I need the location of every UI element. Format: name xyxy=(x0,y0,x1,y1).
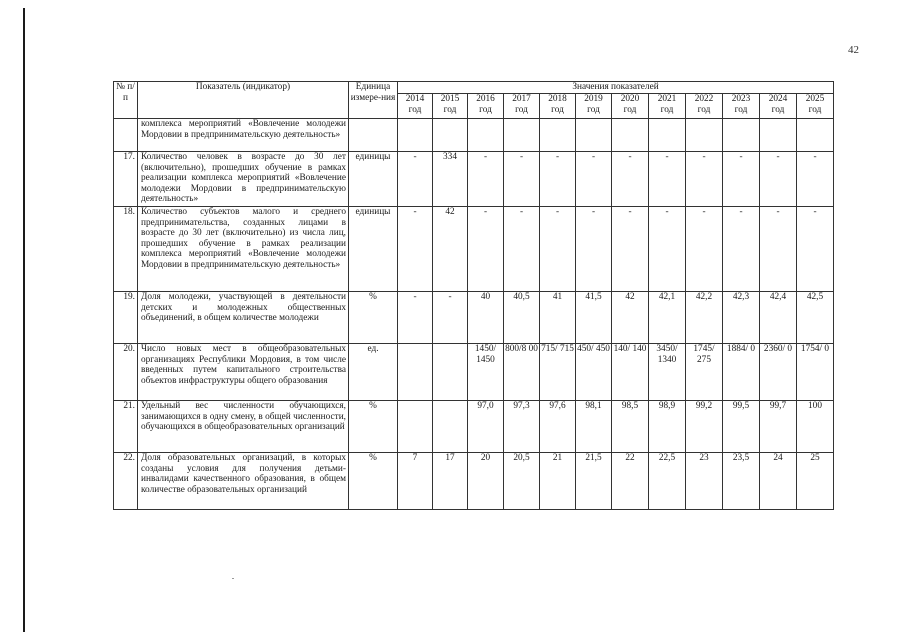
header-year-suffix: год xyxy=(808,105,822,115)
header-year xyxy=(797,94,834,119)
row-value: - xyxy=(686,207,723,292)
row-value: 800/8 00 xyxy=(504,344,540,401)
row-value: 20,5 xyxy=(504,453,540,510)
row-number xyxy=(114,119,138,152)
row-value: - xyxy=(468,207,504,292)
row-value: - xyxy=(723,207,760,292)
header-year xyxy=(612,94,649,119)
row-value: - xyxy=(649,152,686,207)
row-number: 21. xyxy=(114,401,138,453)
row-value: 2360/ 0 xyxy=(760,344,797,401)
row-value: 140/ 140 xyxy=(612,344,649,401)
row-value xyxy=(433,401,468,453)
header-year-suffix: год xyxy=(479,105,492,115)
indicators-table xyxy=(113,81,834,510)
row-value: 715/ 715 xyxy=(540,344,576,401)
table-row xyxy=(114,344,834,401)
row-value: - xyxy=(468,152,504,207)
table-row xyxy=(114,453,834,510)
header-year xyxy=(398,94,433,119)
row-value: 98,5 xyxy=(612,401,649,453)
row-value: 22,5 xyxy=(649,453,686,510)
row-value xyxy=(433,119,468,152)
row-value: - xyxy=(540,152,576,207)
row-value: 42 xyxy=(433,207,468,292)
row-value: - xyxy=(797,207,834,292)
row-value: 99,2 xyxy=(686,401,723,453)
row-value: 23,5 xyxy=(723,453,760,510)
stray-mark xyxy=(232,578,234,579)
row-value: - xyxy=(398,207,433,292)
header-year-suffix: год xyxy=(623,105,637,115)
row-value: 42,3 xyxy=(723,292,760,344)
row-value xyxy=(723,119,760,152)
row-indicator: Удельный вес численности обучающихся, занимающихся в одну смену, в общей численности, обучающихся в общеобразовательных организаций xyxy=(138,401,349,453)
row-unit xyxy=(349,119,398,152)
header-year-number: 2020 xyxy=(620,94,640,104)
header-year-suffix: год xyxy=(408,105,422,115)
row-number: 22. xyxy=(114,453,138,510)
row-unit: % xyxy=(349,401,398,453)
row-value: 450/ 450 xyxy=(576,344,612,401)
row-value: 42,4 xyxy=(760,292,797,344)
table-row xyxy=(114,119,834,152)
row-value xyxy=(540,119,576,152)
row-value: - xyxy=(797,152,834,207)
row-value: - xyxy=(504,152,540,207)
row-value: - xyxy=(398,292,433,344)
row-value xyxy=(612,119,649,152)
binding-line xyxy=(23,8,25,632)
row-value: 97,0 xyxy=(468,401,504,453)
row-indicator: Число новых мест в общеобразовательных организациях Республики Мордовия, в том числе введенных путем капитального строительства объектов инфраструктуры общего образования xyxy=(138,344,349,401)
row-value: 21,5 xyxy=(576,453,612,510)
row-indicator: Количество человек в возрасте до 30 лет (включительно), прошедших обучение в рамках реализации комплекса мероприятий «Вовлечение молодежи Мордовии в предпринимательскую деятельность» xyxy=(138,152,349,207)
header-year-suffix: год xyxy=(515,105,528,115)
row-value: 97,6 xyxy=(540,401,576,453)
row-value: 1450/ 1450 xyxy=(468,344,504,401)
header-year-number: 2014 xyxy=(405,94,425,104)
row-value: - xyxy=(760,207,797,292)
row-value: 3450/ 1340 xyxy=(649,344,686,401)
header-year-number: 2015 xyxy=(440,94,460,104)
header-year-suffix: год xyxy=(697,105,711,115)
row-unit: единицы xyxy=(349,207,398,292)
header-num: № п/п xyxy=(114,82,138,119)
header-year-number: 2024 xyxy=(768,94,788,104)
row-unit: единицы xyxy=(349,152,398,207)
header-year-number: 2025 xyxy=(805,94,825,104)
row-value xyxy=(398,401,433,453)
row-value: - xyxy=(398,152,433,207)
header-year-suffix: год xyxy=(734,105,748,115)
header-year-number: 2022 xyxy=(694,94,714,104)
header-year-number: 2016 xyxy=(476,94,495,104)
row-value: - xyxy=(576,207,612,292)
header-year xyxy=(540,94,576,119)
row-value: 98,1 xyxy=(576,401,612,453)
header-year xyxy=(723,94,760,119)
row-value: - xyxy=(686,152,723,207)
row-value: - xyxy=(540,207,576,292)
row-value: 17 xyxy=(433,453,468,510)
row-indicator: Доля образовательных организаций, в которых созданы условия для получения детьми-инвалидами качественного образования, в общем количестве образовательных организаций xyxy=(138,453,349,510)
row-value: 99,5 xyxy=(723,401,760,453)
row-unit: % xyxy=(349,292,398,344)
header-year xyxy=(433,94,468,119)
row-value: 20 xyxy=(468,453,504,510)
row-value: 25 xyxy=(797,453,834,510)
row-value: - xyxy=(723,152,760,207)
header-year xyxy=(504,94,540,119)
row-value: 22 xyxy=(612,453,649,510)
row-indicator: Количество субъектов малого и среднего предпринимательства, созданных лицами в возрасте до 30 лет (включительно) из числа лиц, прошедших обучение в рамках реализации комплекса мероприятий «Вовлечение молодежи Мордовии в предпринимательскую деятельность» xyxy=(138,207,349,292)
row-value xyxy=(576,119,612,152)
row-value xyxy=(649,119,686,152)
row-value: 40,5 xyxy=(504,292,540,344)
row-value: - xyxy=(504,207,540,292)
header-year-number: 2017 xyxy=(512,94,531,104)
header-year xyxy=(760,94,797,119)
table-row xyxy=(114,401,834,453)
header-year-number: 2021 xyxy=(657,94,677,104)
row-value: - xyxy=(576,152,612,207)
header-year-number: 2019 xyxy=(584,94,603,104)
row-value: 1745/ 275 xyxy=(686,344,723,401)
table-row xyxy=(114,152,834,207)
row-value xyxy=(398,119,433,152)
row-unit: ед. xyxy=(349,344,398,401)
row-value: 97,3 xyxy=(504,401,540,453)
row-number: 17. xyxy=(114,152,138,207)
row-indicator: Доля молодежи, участвующей в деятельности детских и молодежных общественных объединений, в общем количестве молодежи xyxy=(138,292,349,344)
row-value: 42,1 xyxy=(649,292,686,344)
row-value: 1884/ 0 xyxy=(723,344,760,401)
row-value xyxy=(797,119,834,152)
header-unit: Единица измере-ния xyxy=(349,82,398,119)
header-year xyxy=(686,94,723,119)
row-value: 41 xyxy=(540,292,576,344)
row-value: 1754/ 0 xyxy=(797,344,834,401)
row-value: 99,7 xyxy=(760,401,797,453)
table-row xyxy=(114,292,834,344)
row-value xyxy=(504,119,540,152)
row-indicator: комплекса мероприятий «Вовлечение молодежи Мордовии в предпринимательскую деятельность» xyxy=(138,119,349,152)
row-value: 23 xyxy=(686,453,723,510)
header-year-suffix: год xyxy=(660,105,674,115)
row-value: - xyxy=(612,207,649,292)
row-value: 41,5 xyxy=(576,292,612,344)
row-number: 18. xyxy=(114,207,138,292)
header-year-suffix: год xyxy=(587,105,600,115)
row-value: 40 xyxy=(468,292,504,344)
table-row xyxy=(114,207,834,292)
header-year xyxy=(649,94,686,119)
header-indicator: Показатель (индикатор) xyxy=(138,82,349,119)
header-year-number: 2023 xyxy=(731,94,751,104)
row-value: - xyxy=(760,152,797,207)
row-value: 21 xyxy=(540,453,576,510)
row-value: 24 xyxy=(760,453,797,510)
row-unit: % xyxy=(349,453,398,510)
row-value: - xyxy=(612,152,649,207)
header-year xyxy=(576,94,612,119)
row-value xyxy=(468,119,504,152)
row-value: 334 xyxy=(433,152,468,207)
header-year-suffix: год xyxy=(443,105,457,115)
row-value: - xyxy=(433,292,468,344)
header-year xyxy=(468,94,504,119)
row-value: 100 xyxy=(797,401,834,453)
row-number: 20. xyxy=(114,344,138,401)
row-value: 42,5 xyxy=(797,292,834,344)
row-value: 42,2 xyxy=(686,292,723,344)
header-values: Значения показателей xyxy=(398,82,834,94)
row-number: 19. xyxy=(114,292,138,344)
header-year-suffix: год xyxy=(771,105,785,115)
page-number: 42 xyxy=(848,44,859,56)
row-value xyxy=(686,119,723,152)
row-value: 7 xyxy=(398,453,433,510)
row-value: - xyxy=(649,207,686,292)
row-value xyxy=(760,119,797,152)
row-value xyxy=(398,344,433,401)
row-value xyxy=(433,344,468,401)
header-year-suffix: год xyxy=(551,105,564,115)
header-year-number: 2018 xyxy=(548,94,567,104)
row-value: 98,9 xyxy=(649,401,686,453)
row-value: 42 xyxy=(612,292,649,344)
